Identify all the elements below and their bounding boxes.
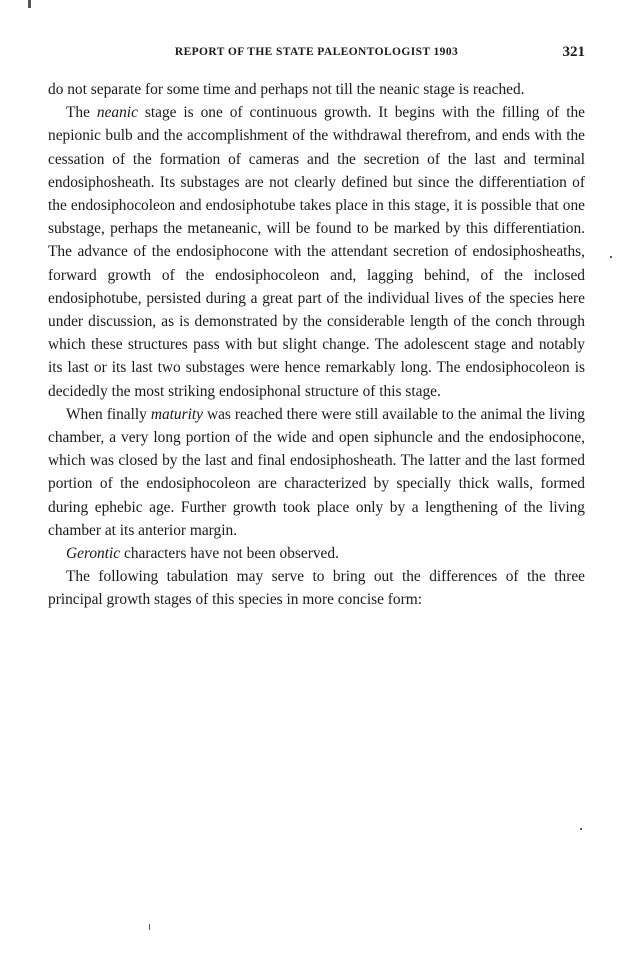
scan-speck <box>580 828 582 830</box>
paragraph-2-italic-term: neanic <box>96 104 138 122</box>
paragraph-4-text: characters have not been observed. <box>120 545 339 563</box>
page-number: 321 <box>562 44 585 60</box>
paragraph-3-italic-term: maturity <box>150 405 203 423</box>
paragraph-5 <box>48 565 585 611</box>
paragraph-3-text: When finally <box>66 405 151 423</box>
scan-speck <box>28 0 31 8</box>
paragraph-1-text: do not separate for some time and perhaps not till the neanic stage is reached. <box>48 81 525 98</box>
running-header <box>48 44 585 64</box>
paragraph-2 <box>48 101 585 403</box>
body-text <box>48 78 585 612</box>
paragraph-4-italic-term: Gerontic <box>66 545 121 563</box>
scan-speck <box>149 924 150 930</box>
paragraph-3-text: was reached there were still available to the animal the living chamber, a very long portion of the wide and open siphuncle and the endosiphocone, which was closed by the last and final endosiphosheath. The latter and the last formed portion of the endosiphocoleon are characterized by specially thick walls, formed during ephebic age. Further growth took place only by a lengthening of the living chamber at its anterior margin. <box>48 405 585 539</box>
paragraph-4 <box>48 542 585 565</box>
paragraph-2-text: stage is one of continuous growth. It begins with the filling of the nepionic bulb and the accomplishment of the withdrawal therefrom, and ends with the cessation of the formation of cameras and the secretion of the last and terminal endosiphosheath. Its substages are not clearly defined but since the differentiation of the endosiphocoleon and endosiphotube takes place in this stage, it is possible that one substage, perhaps the metaneanic, will be found to be marked by this differentiation. The advance of the endosiphocone with the attendant secretion of endosiphosheaths, forward growth of the endosiphocoleon and, lagging behind, of the inclosed endosiphotube, persisted during a great part of the individual lives of the species here under discussion, as is demonstrated by the considerable length of the conch through which these structures pass with but slight change. The adolescent stage and notably its last or its last two substages were hence remarkably long. The endosiphocoleon is decidedly the most striking endosiphonal structure of this stage. <box>48 104 586 400</box>
paragraph-2-text: The <box>66 104 97 122</box>
paragraph-3 <box>48 403 585 542</box>
scan-speck <box>610 256 612 258</box>
running-title: REPORT OF THE STATE PALEONTOLOGIST 1903 <box>174 46 459 58</box>
paragraph-1 <box>48 78 585 101</box>
paragraph-5-text: The following tabulation may serve to bring out the differences of the three principal growth stages of this species in more concise form: <box>48 568 585 609</box>
